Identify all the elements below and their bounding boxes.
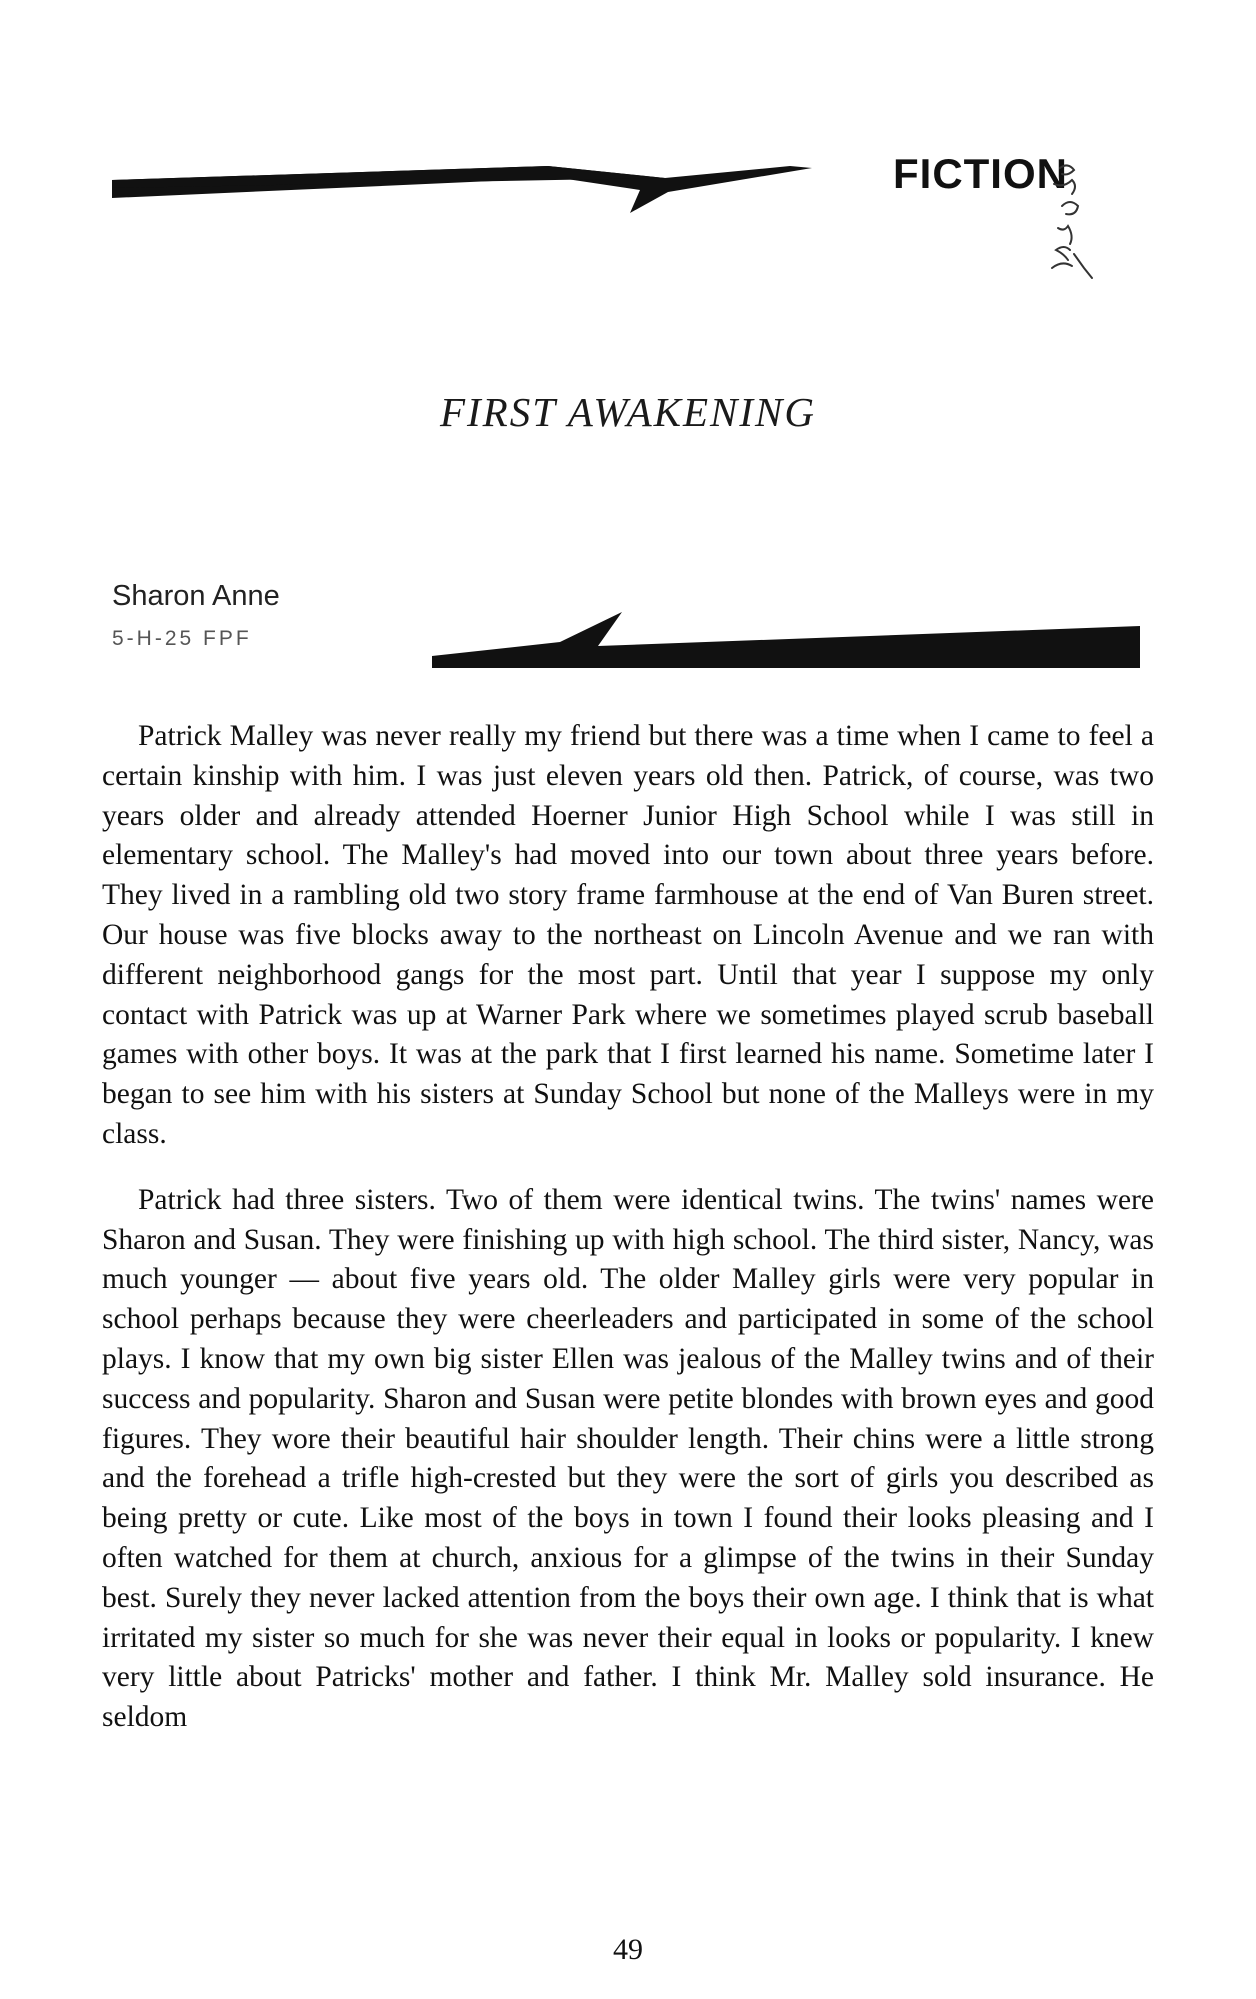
story-body [102, 717, 1154, 1764]
author-name: Sharon Anne [112, 580, 280, 612]
section-label: FICTION [893, 150, 1068, 197]
author-code: 5-H-25 FPF [112, 627, 252, 650]
body-paragraph: Patrick Malley was never really my friend but there was a time when I came to feel a certain kinship with him. I was just eleven years old then. Patrick, of course, was two years older and already attended Hoerner Junior High School while I was still in elementary school. The Malley's had moved into our town about three years before. They lived in a rambling old two story frame farmhouse at the end of Van Buren street. Our house was five blocks away to the northeast on Lincoln Avenue and we ran with different neighborhood gangs for the most part. Until that year I suppose my only contact with Patrick was up at Warner Park where we sometimes played scrub baseball games with other boys. It was at the park that I first learned his name. Sometime later I began to see him with his sisters at Sunday School but none of the Malleys were in my class. [102, 720, 1154, 1150]
body-paragraph: Patrick had three sisters. Two of them were identical twins. The twins' names were Sharon and Susan. They were finishing up with high school. The third sister, Nancy, was much younger — about five years old. The older Malley girls were very popular in school perhaps because they were cheerleaders and participated in some of the school plays. I know that my own big sister Ellen was jealous of the Malley twins and of their success and popularity. Sharon and Susan were petite blondes with brown eyes and good figures. They wore their beautiful hair shoulder length. Their chins were a little strong and the forehead a trifle high-crested but they were the sort of girls you described as being pretty or cute. Like most of the boys in town I found their looks pleasing and I often watched for them at church, anxious for a glimpse of the twins in their Sunday best. Surely they never lacked attention from the boys their own age. I think that is what irritated my sister so much for she was never their equal in looks or popularity. I knew very little about Patricks' mother and father. I think Mr. Malley sold insurance. He seldom [102, 1183, 1154, 1734]
author-decorative-rule [0, 0, 1256, 700]
story-title: FIRST AWAKENING [439, 389, 817, 435]
page-number: 49 [613, 1933, 643, 1966]
